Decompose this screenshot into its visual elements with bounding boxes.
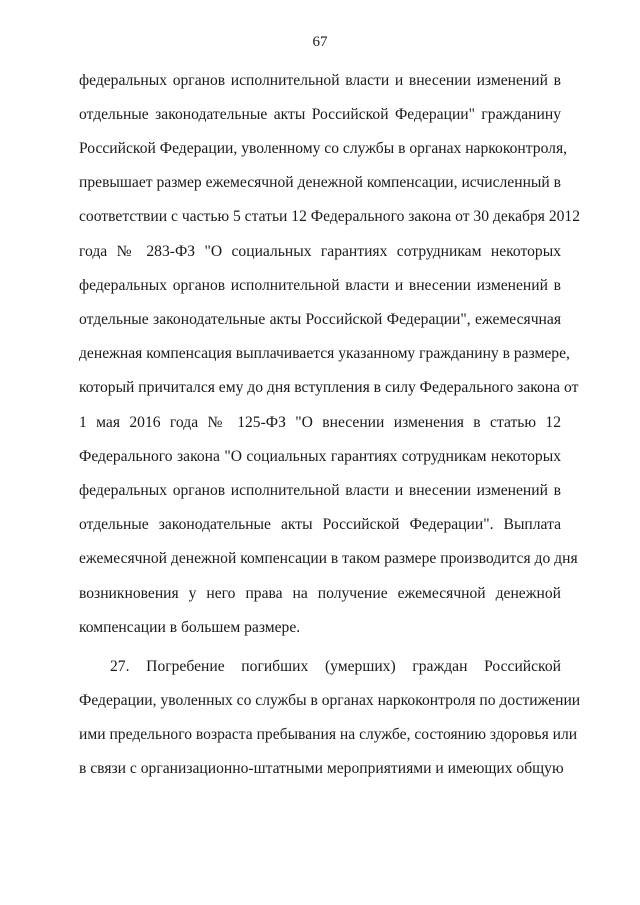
text-line: ими предельного возраста пребывания на службе, состоянию здоровья или bbox=[79, 726, 578, 743]
text-line: федеральных органов исполнительной власти и внесении изменений в bbox=[79, 72, 561, 89]
text-line: отдельные законодательные акты Российской Федерации" гражданину bbox=[79, 106, 561, 123]
text-line: отдельные законодательные акты Российской Федерации", ежемесячная bbox=[79, 311, 561, 328]
text-line: Федерального закона "О социальных гарантиях сотрудникам некоторых bbox=[79, 448, 561, 465]
text-line: превышает размер ежемесячной денежной компенсации, исчисленный в bbox=[79, 174, 561, 191]
text-line: Федерации, уволенных со службы в органах наркоконтроля по достижении bbox=[79, 692, 581, 709]
text-line: федеральных органов исполнительной власти и внесении изменений в bbox=[79, 482, 561, 499]
text-line: денежная компенсация выплачивается указанному гражданину в размере, bbox=[79, 345, 570, 362]
page-number: 67 bbox=[312, 34, 328, 50]
text-line: года № 283-ФЗ "О социальных гарантиях сотрудникам некоторых bbox=[79, 243, 561, 260]
text-line: соответствии с частью 5 статьи 12 Федерального закона от 30 декабря 2012 bbox=[79, 208, 581, 225]
paragraph-27-first-line: 27. Погребение погибших (умерших) граждан Российской bbox=[110, 658, 561, 675]
text-line: федеральных органов исполнительной власти и внесении изменений в bbox=[79, 277, 561, 294]
text-line: компенсации в большем размере. bbox=[79, 619, 301, 636]
text-line: возникновения у него права на получение ежемесячной денежной bbox=[79, 585, 561, 602]
text-line: ежемесячной денежной компенсации в таком размере производится до дня bbox=[79, 550, 578, 567]
text-line: в связи с организационно-штатными мероприятиями и имеющих общую bbox=[79, 760, 564, 777]
text-line: который причитался ему до дня вступления в силу Федерального закона от bbox=[79, 379, 579, 396]
text-line: Российской Федерации, уволенному со службы в органах наркоконтроля, bbox=[79, 140, 568, 157]
text-line: 1 мая 2016 года № 125-ФЗ "О внесении изменения в статью 12 bbox=[79, 414, 561, 431]
text-line: отдельные законодательные акты Российской Федерации". Выплата bbox=[79, 516, 561, 533]
